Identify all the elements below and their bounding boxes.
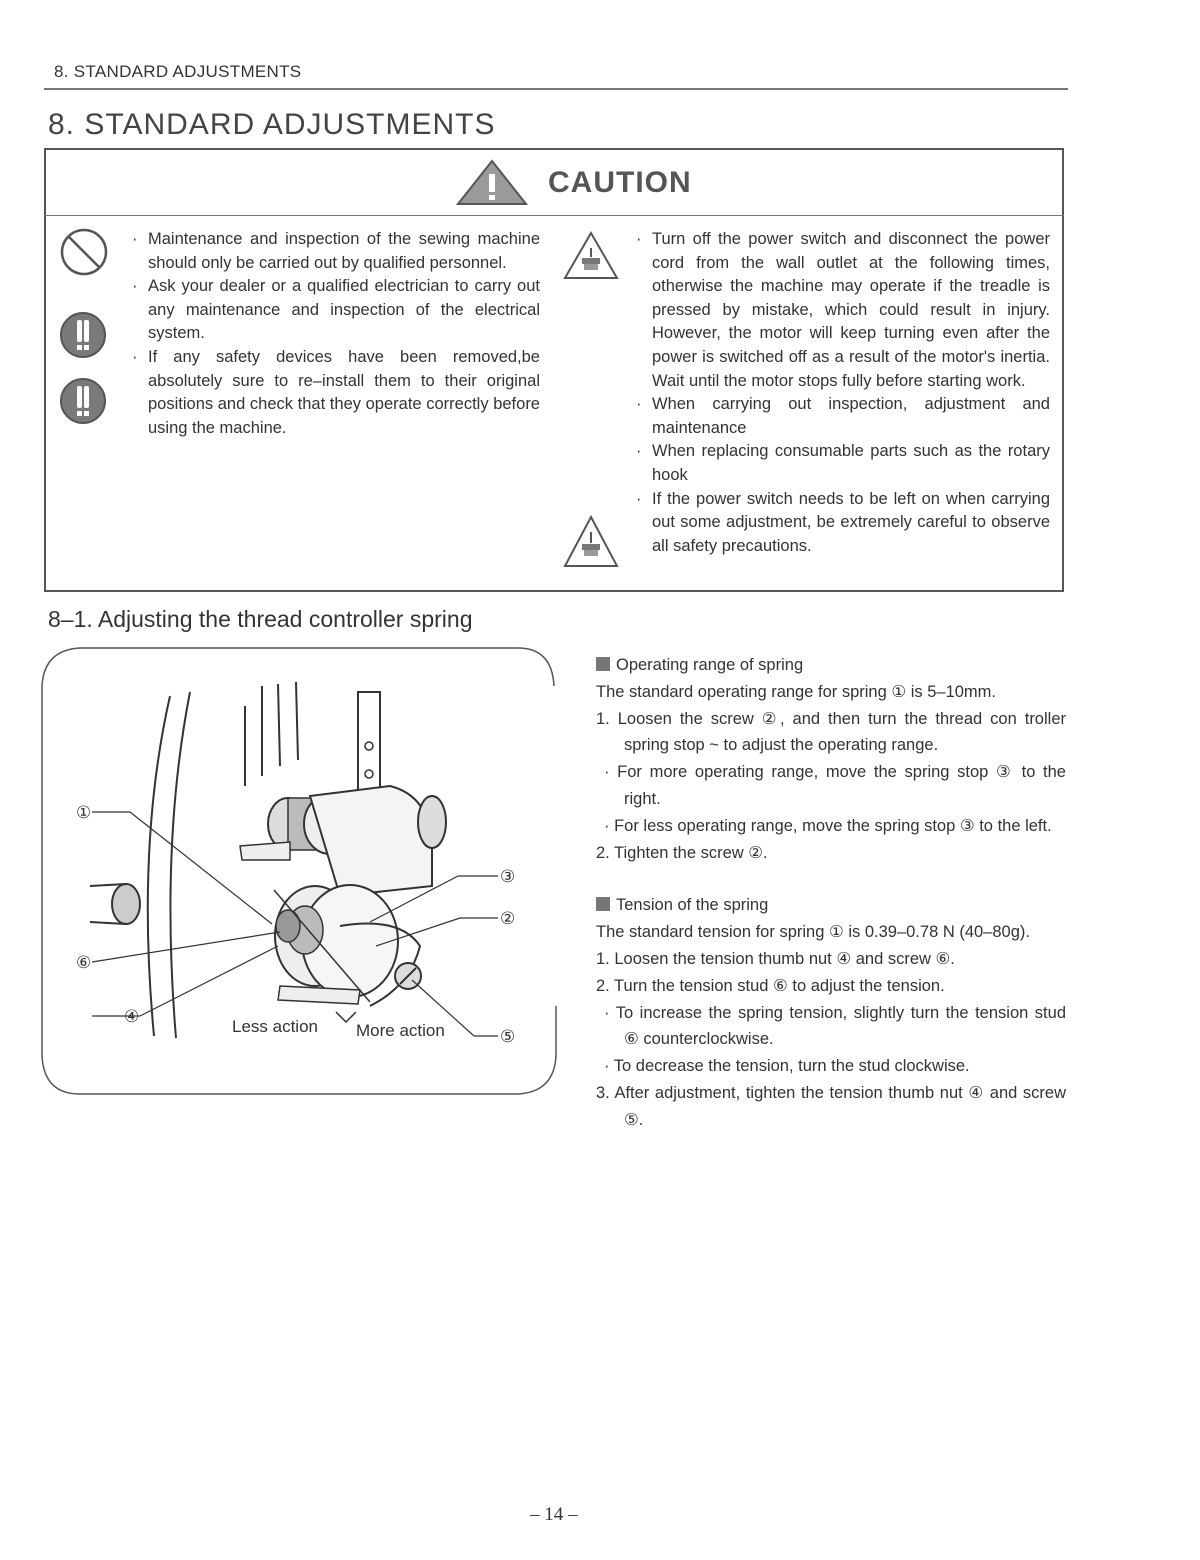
warning-triangle-icon [452, 158, 532, 208]
tension-heading: Tension of the spring [596, 892, 1066, 919]
square-bullet-icon [596, 897, 610, 911]
caution-item: · If the power switch needs to be left on when carrying out some adjustment, be extremely careful to observe all safety precautions. [636, 489, 1050, 555]
tension-bullet-2: · To decrease the tension, turn the stud clockwise. [604, 1057, 970, 1076]
caution-item: · When replacing consumable parts such as the rotary hook [636, 442, 1050, 484]
more-action-label: More action [356, 1021, 445, 1040]
section-title: 8. STANDARD ADJUSTMENTS [48, 108, 496, 141]
caution-item: · If any safety devices have been removed,be absolutely sure to re–install them to their original positions and check that they operate correctly before using the machine. [132, 347, 540, 437]
caution-left-column [128, 228, 540, 440]
operating-bullet-2: · For less operating range, move the spring stop ③ to the left. [604, 816, 1052, 835]
caution-item: · When carrying out inspection, adjustment and maintenance [636, 395, 1050, 437]
callout-5: ⑤ [500, 1027, 516, 1047]
running-header: 8. STANDARD ADJUSTMENTS [54, 62, 302, 81]
callout-3: ③ [500, 867, 516, 887]
prohibition-icon [58, 226, 110, 278]
callout-1: ① [76, 803, 92, 823]
subsection-title: 8–1. Adjusting the thread controller spring [48, 606, 473, 632]
operating-step-2: 2. Tighten the screw ②. [596, 843, 768, 862]
instructions [596, 652, 1066, 1134]
hand-injury-warning-icon [562, 514, 620, 572]
caution-header-rule [44, 215, 1064, 216]
tension-intro: The standard tension for spring ① is 0.39–0.78 N (40–80g). [596, 923, 1030, 942]
caution-item: · Turn off the power switch and disconnect the power cord from the wall outlet at the following times, otherwise the machine may operate if the treadle is pressed by mistake, which could result in injury. However, the motor will keep turning even after the power is switched off as a result of the motor's inertia. Wait until the motor stops fully before starting work. [636, 230, 1050, 390]
less-action-label: Less action [232, 1017, 318, 1036]
mandatory-exclamation-icon [58, 376, 108, 426]
caution-item: · Ask your dealer or a qualified electrician to carry out any maintenance and inspection of the electrical system. [132, 277, 540, 343]
tension-bullet-1: · To increase the spring tension, slightly turn the tension stud ⑥ counterclockwise. [604, 1003, 1066, 1049]
operating-range-heading: Operating range of spring [596, 652, 1066, 679]
tension-step-3: 3. After adjustment, tighten the tension thumb nut ④ and screw ⑤. [596, 1083, 1066, 1129]
operating-step-1: 1. Loosen the screw ②, and then turn the thread con troller spring stop ~ to adjust the operating range. [596, 709, 1066, 755]
callout-2: ② [500, 909, 516, 929]
page-number: – 14 – [530, 1504, 578, 1525]
caution-right-column [632, 228, 1050, 558]
callout-6: ⑥ [76, 953, 92, 973]
callout-4: ④ [124, 1007, 140, 1027]
caution-item: · Maintenance and inspection of the sewing machine should only be carried out by qualified personnel. [132, 230, 540, 272]
operating-range-intro: The standard operating range for spring ① is 5–10mm. [596, 682, 997, 701]
tension-step-1: 1. Loosen the tension thumb nut ④ and screw ⑥. [596, 949, 955, 968]
caution-title: CAUTION [548, 166, 692, 199]
header-rule [44, 88, 1068, 90]
thread-controller-figure [40, 646, 558, 1096]
square-bullet-icon [596, 657, 610, 671]
tension-step-2: 2. Turn the tension stud ⑥ to adjust the tension. [596, 976, 945, 995]
operating-bullet-1: · For more operating range, move the spring stop ③ to the right. [604, 763, 1066, 808]
mandatory-exclamation-icon [58, 310, 108, 360]
hand-injury-warning-icon [562, 230, 620, 282]
